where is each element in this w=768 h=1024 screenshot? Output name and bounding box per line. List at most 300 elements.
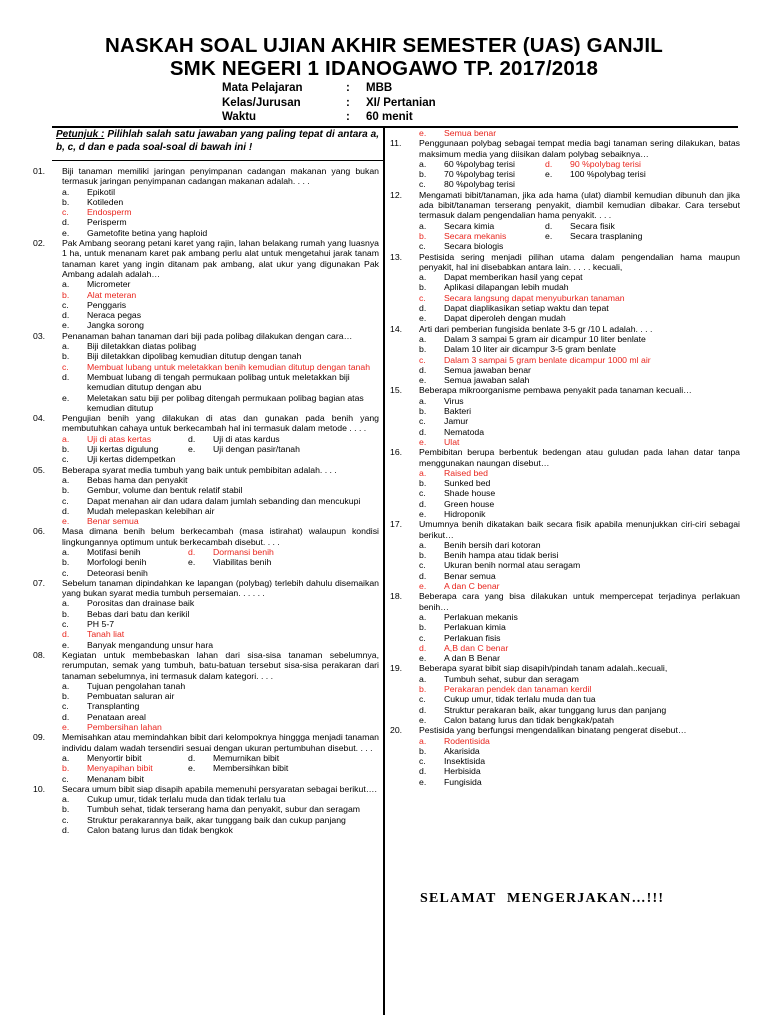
- answer-option-d[interactable]: [390, 643, 740, 653]
- closing-message: SELAMAT MENGERJAKAN…!!!: [420, 891, 665, 906]
- question-text: Beberapa cara yang bisa dilakukan untuk mempercepat terjadinya perlakuan benih…: [419, 591, 740, 612]
- answer-option-b[interactable]: [33, 290, 379, 300]
- question-number: 20.: [390, 725, 403, 736]
- option-text: Pembersihan lahan: [87, 722, 162, 733]
- option-letter: a.: [419, 333, 427, 344]
- question-15: [390, 385, 740, 395]
- option-letter: a.: [62, 546, 70, 557]
- option-text: Calon batang lurus dan tidak bengkak/patah: [444, 714, 615, 725]
- answer-option-d[interactable]: [390, 705, 740, 715]
- option-row: [390, 221, 740, 231]
- answer-option-e[interactable]: [540, 169, 710, 179]
- option-letter: e.: [188, 444, 196, 455]
- question-text: Pestisida sering menjadi pilihan utama dalam pengendalian hama maupun penyakit, hal ini disebabkan antara lain. . . . . kecuali,: [419, 251, 740, 272]
- answer-option-b[interactable]: [390, 344, 740, 354]
- option-letter: e.: [62, 320, 70, 331]
- option-text: Shade house: [444, 488, 496, 499]
- question-19: [390, 663, 740, 673]
- answer-option-e[interactable]: [390, 128, 740, 138]
- option-letter: b.: [419, 282, 427, 293]
- answer-option-b[interactable]: [390, 282, 740, 292]
- question-number: 08.: [33, 649, 46, 660]
- option-text: Pembuatan saluran air: [87, 691, 175, 702]
- answer-option-b[interactable]: [33, 763, 183, 773]
- answer-option-b[interactable]: [390, 684, 740, 694]
- option-letter: b.: [419, 550, 427, 561]
- option-letter: b.: [419, 622, 427, 633]
- option-letter: e.: [188, 763, 196, 774]
- answer-option-d[interactable]: [33, 629, 379, 639]
- option-letter: a.: [62, 433, 70, 444]
- answer-option-a[interactable]: [390, 736, 740, 746]
- question-number: 04.: [33, 413, 46, 424]
- answer-option-c[interactable]: [390, 355, 740, 365]
- answer-option-e[interactable]: [390, 313, 740, 323]
- answer-option-d[interactable]: [390, 303, 740, 313]
- question-number: 01.: [33, 166, 46, 176]
- option-letter: a.: [419, 467, 427, 478]
- answer-option-d[interactable]: [390, 427, 740, 437]
- answer-option-a[interactable]: [390, 396, 740, 406]
- option-row: [33, 557, 379, 567]
- answer-option-d[interactable]: [540, 221, 710, 231]
- option-letter: b.: [62, 485, 70, 496]
- answer-option-e[interactable]: [33, 640, 379, 650]
- answer-option-c[interactable]: [33, 815, 379, 825]
- option-text: Rodentisida: [444, 735, 490, 746]
- option-letter: d.: [545, 158, 553, 169]
- answer-option-a[interactable]: [390, 540, 740, 550]
- answer-option-b[interactable]: [33, 804, 379, 814]
- answer-option-e[interactable]: [390, 777, 740, 787]
- answer-option-a[interactable]: [390, 334, 740, 344]
- option-letter: b.: [419, 478, 427, 489]
- question-number: 19.: [390, 663, 403, 674]
- option-letter: d.: [545, 220, 553, 231]
- answer-option-c[interactable]: [390, 633, 740, 643]
- question-number: 18.: [390, 591, 403, 602]
- option-text: Dormansi benih: [213, 546, 274, 557]
- option-text: Alat meteran: [87, 289, 137, 300]
- answer-option-b[interactable]: [33, 351, 379, 361]
- question-number: 05.: [33, 464, 46, 475]
- option-text: 60 %polybag terisi: [444, 158, 515, 169]
- question-6: [33, 526, 379, 547]
- option-letter: c.: [62, 454, 69, 465]
- answer-option-d[interactable]: [33, 825, 379, 835]
- option-letter: a.: [62, 794, 70, 805]
- meta-value: MBB: [366, 82, 393, 94]
- question-text: Mengamati bibit/tanaman, jika ada hama (ulat) diambil kemudian dibunuh dan jika ada bibit/tanaman terserang penyakit, diambil kemudian dibakar. Cara tersebut termasuk dalam pengendalian hama penyakit. . . .: [419, 189, 740, 221]
- option-letter: a.: [419, 158, 427, 169]
- question-10: [33, 784, 379, 794]
- option-row: [33, 444, 379, 454]
- option-letter: d.: [419, 498, 427, 509]
- option-letter: c.: [62, 361, 69, 372]
- option-row: [390, 169, 740, 179]
- option-text: Cukup umur, tidak terlalu muda dan tidak terlalu tua: [87, 794, 286, 805]
- question-text: Beberapa syarat bibit siap disapih/pindah tanam adalah..kecuali,: [419, 663, 668, 674]
- option-letter: c.: [62, 619, 69, 630]
- answer-option-e[interactable]: [33, 320, 379, 330]
- answer-option-a[interactable]: [33, 279, 379, 289]
- question-text: Beberapa syarat media tumbuh yang baik untuk pembibitan adalah. . . .: [62, 464, 337, 475]
- option-letter: d.: [419, 303, 427, 314]
- option-text: Perlakuan fisis: [444, 632, 501, 643]
- option-text: Meletakan satu biji per polibag ditengah permukaan polibag bagian atas kemudian ditutup: [87, 392, 364, 413]
- option-letter: a.: [419, 272, 427, 283]
- answer-option-a[interactable]: [390, 674, 740, 684]
- question-number: 12.: [390, 189, 403, 200]
- option-letter: b.: [62, 444, 70, 455]
- answer-option-c[interactable]: [33, 300, 379, 310]
- questions-right-column: [390, 128, 740, 787]
- answer-option-d[interactable]: [390, 766, 740, 776]
- questions-left-column: [33, 166, 379, 835]
- question-11: [390, 138, 740, 159]
- option-text: Perlakuan kimia: [444, 622, 506, 633]
- option-letter: e.: [419, 436, 427, 447]
- option-text: Endosperm: [87, 207, 132, 218]
- option-text: Gametofite betina yang haploid: [87, 227, 208, 238]
- meta-row-class: [222, 97, 436, 112]
- option-letter: b.: [419, 684, 427, 695]
- answer-option-e[interactable]: [183, 763, 353, 773]
- option-text: Transplanting: [87, 701, 140, 712]
- answer-option-a[interactable]: [33, 341, 379, 351]
- option-letter: d.: [62, 371, 70, 382]
- answer-option-d[interactable]: [183, 753, 353, 763]
- option-text: Secara mekanis: [444, 230, 507, 241]
- answer-option-b[interactable]: [390, 231, 540, 241]
- answer-option-a[interactable]: [33, 598, 379, 608]
- option-letter: b.: [419, 406, 427, 417]
- option-letter: d.: [419, 426, 427, 437]
- answer-option-a[interactable]: [390, 468, 740, 478]
- question-number: 14.: [390, 323, 403, 334]
- answer-option-e[interactable]: [33, 516, 379, 526]
- answer-option-a[interactable]: [390, 612, 740, 622]
- option-text: Dalam 3 sampai 5 gram air dicampur 10 liter benlate: [444, 333, 646, 344]
- answer-option-e[interactable]: [390, 653, 740, 663]
- question-number: 13.: [390, 251, 403, 262]
- option-letter: b.: [62, 608, 70, 619]
- option-text: 100 %polybag terisi: [570, 169, 646, 180]
- option-text: Bebas hama dan penyakit: [87, 474, 188, 485]
- answer-option-e[interactable]: [390, 581, 740, 591]
- answer-option-d[interactable]: [33, 217, 379, 227]
- option-letter: d.: [419, 766, 427, 777]
- option-text: A dan C benar: [444, 581, 500, 592]
- option-letter: e.: [419, 313, 427, 324]
- answer-option-a[interactable]: [33, 753, 183, 763]
- option-letter: e.: [188, 557, 196, 568]
- option-letter: c.: [419, 756, 426, 767]
- answer-option-a[interactable]: [33, 475, 379, 485]
- option-text: Micrometer: [87, 279, 131, 290]
- option-letter: b.: [62, 289, 70, 300]
- question-text: Memisahkan atau memindahkan bibit dari kelompoknya hinggga menjadi tanaman individu dalam wadah tersendiri sesuai dengan ukuran pertumbuhan disebut. . . .: [62, 732, 379, 753]
- question-number: 09.: [33, 732, 46, 743]
- answer-option-b[interactable]: [390, 746, 740, 756]
- option-text: Banyak mengandung unsur hara: [87, 639, 214, 650]
- answer-option-b[interactable]: [33, 557, 183, 567]
- option-letter: e.: [62, 639, 70, 650]
- option-letter: c.: [62, 207, 69, 218]
- option-letter: b.: [62, 557, 70, 568]
- option-text: Uji di atas kertas: [87, 433, 152, 444]
- option-text: Motifasi benih: [87, 546, 141, 557]
- question-number: 15.: [390, 385, 403, 396]
- answer-option-d[interactable]: [33, 310, 379, 320]
- question-text: Secara umum bibit siap disapih apabila memenuhi persyaratan sebagai berikut….: [62, 783, 377, 794]
- option-text: Biji diletakkan diatas polibag: [87, 341, 197, 352]
- answer-option-d[interactable]: [390, 499, 740, 509]
- question-number: 06.: [33, 526, 46, 537]
- option-letter: c.: [419, 416, 426, 427]
- answer-option-c[interactable]: [33, 496, 379, 506]
- answer-option-d[interactable]: [390, 365, 740, 375]
- answer-option-c[interactable]: [390, 694, 740, 704]
- option-text: Green house: [444, 498, 495, 509]
- answer-option-e[interactable]: [390, 509, 740, 519]
- question-4: [33, 413, 379, 434]
- option-letter: a.: [62, 186, 70, 197]
- answer-option-e[interactable]: [390, 715, 740, 725]
- answer-option-c[interactable]: [33, 362, 379, 372]
- question-number: 11.: [390, 138, 402, 149]
- option-text: Menyortir bibit: [87, 752, 142, 763]
- option-text: Bakteri: [444, 406, 472, 417]
- option-letter: b.: [62, 804, 70, 815]
- answer-option-b[interactable]: [33, 691, 379, 701]
- question-number: 10.: [33, 783, 46, 794]
- answer-option-c[interactable]: [33, 619, 379, 629]
- answer-option-c[interactable]: [390, 241, 740, 251]
- option-letter: e.: [545, 169, 553, 180]
- answer-option-b[interactable]: [33, 444, 183, 454]
- option-text: Uji di atas kardus: [213, 433, 280, 444]
- option-text: Kotileden: [87, 196, 124, 207]
- answer-option-a[interactable]: [33, 547, 183, 557]
- option-letter: a.: [62, 680, 70, 691]
- answer-option-c[interactable]: [390, 416, 740, 426]
- instructions: [56, 129, 379, 154]
- option-text: Neraca pegas: [87, 310, 142, 321]
- answer-option-a[interactable]: [33, 434, 183, 444]
- answer-option-c[interactable]: [33, 701, 379, 711]
- option-letter: d.: [62, 825, 70, 835]
- option-letter: b.: [62, 763, 70, 774]
- option-text: Sunked bed: [444, 478, 491, 489]
- exam-meta: [222, 82, 436, 126]
- meta-colon: :: [346, 82, 350, 94]
- answer-option-d[interactable]: [390, 571, 740, 581]
- option-text: Akarisida: [444, 745, 480, 756]
- option-letter: c.: [419, 632, 426, 643]
- option-letter: b.: [62, 691, 70, 702]
- option-letter: e.: [419, 375, 427, 386]
- option-letter: c.: [419, 292, 426, 303]
- option-letter: a.: [62, 598, 70, 609]
- answer-option-e[interactable]: [33, 393, 379, 414]
- option-letter: e.: [419, 653, 427, 664]
- question-text: Pestisida yang berfungsi mengendalikan binatang pengerat disebut…: [419, 725, 687, 736]
- option-letter: a.: [419, 735, 427, 746]
- option-letter: e.: [62, 227, 70, 238]
- question-20: [390, 725, 740, 735]
- option-text: Menyapihan bibit: [87, 763, 153, 774]
- answer-option-d[interactable]: [33, 372, 379, 393]
- option-letter: b.: [419, 745, 427, 756]
- option-text: 70 %polybag terisi: [444, 169, 515, 180]
- option-text: Benar semua: [87, 516, 139, 527]
- answer-option-b[interactable]: [390, 478, 740, 488]
- option-letter: e.: [419, 581, 427, 592]
- answer-option-d[interactable]: [540, 159, 710, 169]
- option-letter: c.: [419, 241, 426, 252]
- question-text: Pembibitan berupa berbentuk bedengan atau guludan pada lahan datar tanpa menggunakan naungan disebut…: [419, 447, 740, 468]
- answer-option-d[interactable]: [33, 712, 379, 722]
- option-text: Uji kertas didempetkan: [87, 454, 176, 465]
- answer-option-a[interactable]: [390, 272, 740, 282]
- option-letter: c.: [419, 694, 426, 705]
- option-text: Dapat menahan air dan udara dalam jumlah sebanding dan mencukupi: [87, 495, 361, 506]
- answer-option-c[interactable]: [33, 207, 379, 217]
- answer-option-a[interactable]: [390, 159, 540, 169]
- answer-option-d[interactable]: [183, 434, 353, 444]
- option-text: Secara langsung dapat menyuburkan tanaman: [444, 292, 625, 303]
- option-text: Membuat lubang di tengah permukaan polibag untuk meletakkan biji kemudian ditutup dengan abu: [87, 371, 350, 393]
- meta-colon: :: [346, 96, 350, 109]
- question-12: [390, 190, 740, 221]
- option-text: Aplikasi dilapangan lebih mudah: [444, 282, 569, 293]
- option-text: Jangka sorong: [87, 320, 144, 331]
- meta-colon: :: [346, 111, 350, 123]
- answer-option-c[interactable]: [390, 293, 740, 303]
- option-text: Deteorasi benih: [87, 567, 148, 578]
- option-letter: a.: [62, 474, 70, 485]
- option-letter: d.: [188, 546, 196, 557]
- option-text: Herbisida: [444, 766, 481, 777]
- question-text: Sebelum tanaman dipindahkan ke lapangan (polybag) terlebih dahulu disemaikan yang bukan syarat media tumbuh persemaian. . . . . .: [62, 577, 379, 599]
- option-text: Perisperm: [87, 217, 127, 228]
- option-letter: a.: [419, 539, 427, 550]
- answer-option-c[interactable]: [390, 756, 740, 766]
- answer-option-a[interactable]: [390, 221, 540, 231]
- option-letter: e.: [419, 508, 427, 519]
- question-7: [33, 578, 379, 599]
- answer-option-b[interactable]: [390, 406, 740, 416]
- option-letter: e.: [419, 128, 427, 138]
- option-letter: a.: [419, 395, 427, 406]
- meta-label: Waktu: [222, 111, 257, 123]
- option-letter: d.: [62, 505, 70, 516]
- option-text: Mudah melepaskan kelebihan air: [87, 505, 215, 516]
- option-row: [390, 231, 740, 241]
- option-letter: c.: [419, 488, 426, 499]
- option-text: Secara kimia: [444, 220, 495, 231]
- answer-option-c[interactable]: [33, 454, 379, 464]
- option-row: [33, 763, 379, 773]
- option-text: Struktur perakaran baik, akar tunggang lurus dan panjang: [444, 704, 667, 715]
- option-text: Semua jawaban salah: [444, 375, 530, 386]
- option-text: Benih hampa atau tidak berisi: [444, 550, 559, 561]
- option-row: [33, 434, 379, 444]
- instructions-label: Petunjuk :: [56, 129, 105, 140]
- option-letter: e.: [419, 776, 427, 787]
- option-text: Biji diletakkan dipolibag kemudian ditutup dengan tanah: [87, 351, 302, 362]
- option-text: A dan B Benar: [444, 653, 501, 664]
- option-text: Jamur: [444, 416, 469, 427]
- option-text: Memurnikan bibit: [213, 752, 280, 763]
- answer-option-e[interactable]: [540, 231, 710, 241]
- answer-option-b[interactable]: [390, 622, 740, 632]
- option-text: Uji kertas digulung: [87, 444, 159, 455]
- option-letter: d.: [188, 752, 196, 763]
- question-2: [33, 238, 379, 279]
- option-text: Benih bersih dari kotoran: [444, 539, 541, 550]
- answer-option-e[interactable]: [33, 722, 379, 732]
- option-row: [33, 547, 379, 557]
- option-text: 80 %polybag terisi: [444, 179, 515, 190]
- instructions-divider: [52, 160, 384, 161]
- answer-option-e[interactable]: [183, 557, 353, 567]
- answer-option-b[interactable]: [33, 609, 379, 619]
- answer-option-b[interactable]: [33, 197, 379, 207]
- option-text: Tumbuh sehat, tidak terserang hama dan penyakit, subur dan seragam: [87, 804, 361, 815]
- option-text: Penggaris: [87, 299, 127, 310]
- answer-option-e[interactable]: [390, 375, 740, 385]
- option-letter: b.: [419, 230, 427, 241]
- meta-value: 60 menit: [366, 111, 413, 123]
- question-number: 02.: [33, 238, 46, 249]
- question-text: Pengujian benih yang dilakukan di atas dan gunakan pada benih yang membutuhkan cahaya untuk berkecambah hal ini termasuk dalam metode . . . .: [62, 413, 379, 434]
- exam-title-line1: NASKAH SOAL UJIAN AKHIR SEMESTER (UAS) GANJIL: [105, 34, 663, 57]
- exam-title-line2: SMK NEGERI 1 IDANOGAWO TP. 2017/2018: [169, 57, 599, 80]
- question-5: [33, 465, 379, 475]
- answer-option-a[interactable]: [33, 681, 379, 691]
- option-text: Semua benar: [444, 128, 497, 138]
- option-text: Tumbuh sehat, subur dan seragam: [444, 673, 579, 684]
- answer-option-a[interactable]: [33, 794, 379, 804]
- answer-option-c[interactable]: [33, 774, 379, 784]
- answer-option-c[interactable]: [33, 568, 379, 578]
- answer-option-e[interactable]: [183, 444, 353, 454]
- question-text: Biji tanaman memiliki jaringan penyimpanan cadangan makanan yang bukan termasuk jaringan penyimpanan cadangan makanan adalah. . . .: [62, 166, 379, 187]
- answer-option-b[interactable]: [390, 169, 540, 179]
- answer-option-e[interactable]: [33, 228, 379, 238]
- question-text: Penanaman bahan tanaman dari biji pada polibag dilakukan dengan cara…: [62, 330, 353, 341]
- option-letter: c.: [62, 299, 69, 310]
- answer-option-e[interactable]: [390, 437, 740, 447]
- option-text: Morfologi benih: [87, 557, 147, 568]
- answer-option-d[interactable]: [183, 547, 353, 557]
- answer-option-c[interactable]: [390, 560, 740, 570]
- answer-option-c[interactable]: [390, 488, 740, 498]
- option-text: Secara fisik: [570, 220, 615, 231]
- option-letter: c.: [62, 773, 69, 784]
- option-text: Tujuan pengolahan tanah: [87, 680, 186, 691]
- option-letter: c.: [419, 560, 426, 571]
- answer-option-d[interactable]: [33, 506, 379, 516]
- answer-option-b[interactable]: [33, 485, 379, 495]
- answer-option-a[interactable]: [33, 187, 379, 197]
- option-text: Semua jawaban benar: [444, 364, 531, 375]
- question-9: [33, 732, 379, 753]
- answer-option-c[interactable]: [390, 179, 740, 189]
- answer-option-b[interactable]: [390, 550, 740, 560]
